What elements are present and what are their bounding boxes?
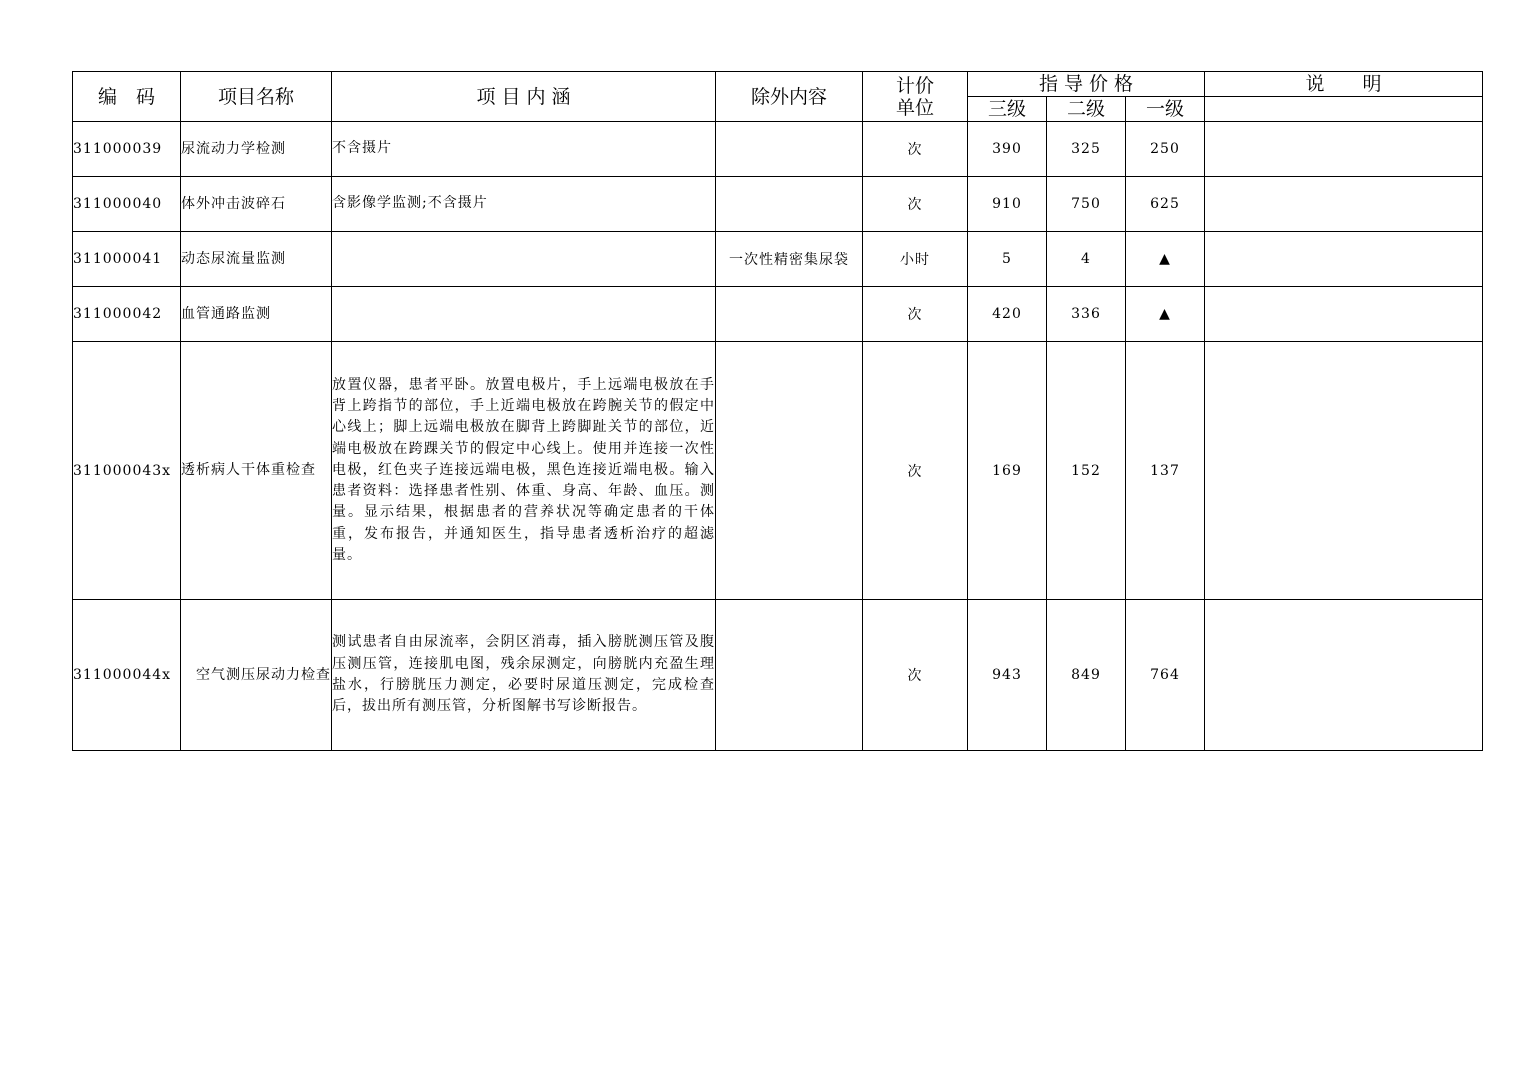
cell-content: 不含摄片 (332, 122, 716, 177)
cell-level1: 137 (1126, 342, 1205, 600)
cell-excluded (716, 177, 863, 232)
cell-level2: 152 (1047, 342, 1126, 600)
header-excluded: 除外内容 (716, 72, 863, 122)
header-guide-price: 指 导 价 格 (968, 72, 1205, 97)
cell-level2: 336 (1047, 287, 1126, 342)
cell-excluded (716, 342, 863, 600)
cell-code: 311000043x (73, 342, 181, 600)
table-row (73, 177, 1483, 232)
table-row (73, 122, 1483, 177)
table-row (73, 287, 1483, 342)
cell-level3: 390 (968, 122, 1047, 177)
header-note: 说 明 (1205, 72, 1483, 97)
cell-level1: ▲ (1126, 232, 1205, 287)
cell-unit: 次 (863, 122, 968, 177)
cell-level2: 4 (1047, 232, 1126, 287)
header-level1: 一级 (1126, 97, 1205, 122)
cell-unit: 次 (863, 287, 968, 342)
header-name: 项目名称 (181, 72, 332, 122)
cell-level3: 910 (968, 177, 1047, 232)
cell-level3: 169 (968, 342, 1047, 600)
cell-code: 311000044x (73, 600, 181, 751)
price-table (72, 71, 1483, 751)
cell-name: 空气测压尿动力检查 (181, 600, 332, 751)
cell-note (1205, 600, 1483, 751)
cell-code: 311000041 (73, 232, 181, 287)
cell-code: 311000039 (73, 122, 181, 177)
cell-level3: 5 (968, 232, 1047, 287)
cell-level2: 849 (1047, 600, 1126, 751)
cell-level2: 325 (1047, 122, 1126, 177)
cell-level2: 750 (1047, 177, 1126, 232)
table-row (73, 600, 1483, 751)
cell-content: 含影像学监测;不含摄片 (332, 177, 716, 232)
cell-content (332, 232, 716, 287)
cell-code: 311000042 (73, 287, 181, 342)
table-row (73, 232, 1483, 287)
cell-content: 测试患者自由尿流率，会阴区消毒，插入膀胱测压管及腹压测压管，连接肌电图，残余尿测定，向膀胱内充盈生理盐水，行膀胱压力测定，必要时尿道压测定，完成检查后，拔出所有测压管，分析图解书写诊断报告。 (332, 600, 716, 751)
header-code: 编 码 (73, 72, 181, 122)
cell-content: 放置仪器，患者平卧。放置电极片，手上远端电极放在手背上跨指节的部位，手上近端电极放在跨腕关节的假定中心线上；脚上远端电极放在脚背上跨脚趾关节的部位，近端电极放在跨踝关节的假定中心线上。使用并连接一次性电极，红色夹子连接远端电极，黑色连接近端电极。输入患者资料：选择患者性别、体重、身高、年龄、血压。测量。显示结果，根据患者的营养状况等确定患者的干体重，发布报告，并通知医生，指导患者透析治疗的超滤量。 (332, 342, 716, 600)
table-row (73, 342, 1483, 600)
cell-level1: 625 (1126, 177, 1205, 232)
cell-name: 尿流动力学检测 (181, 122, 332, 177)
cell-excluded (716, 600, 863, 751)
cell-name: 透析病人干体重检查 (181, 342, 332, 600)
cell-note (1205, 177, 1483, 232)
header-note-blank (1205, 97, 1483, 122)
cell-note (1205, 342, 1483, 600)
header-unit: 计价单位 (863, 72, 968, 122)
cell-unit: 次 (863, 177, 968, 232)
cell-code: 311000040 (73, 177, 181, 232)
header-row-top (73, 72, 1483, 97)
cell-excluded (716, 122, 863, 177)
cell-excluded: 一次性精密集尿袋 (716, 232, 863, 287)
cell-name: 动态尿流量监测 (181, 232, 332, 287)
cell-note (1205, 232, 1483, 287)
cell-name: 体外冲击波碎石 (181, 177, 332, 232)
cell-unit: 小时 (863, 232, 968, 287)
cell-content (332, 287, 716, 342)
cell-level3: 943 (968, 600, 1047, 751)
header-level3: 三级 (968, 97, 1047, 122)
cell-unit: 次 (863, 342, 968, 600)
cell-level1: 250 (1126, 122, 1205, 177)
cell-excluded (716, 287, 863, 342)
header-content: 项 目 内 涵 (332, 72, 716, 122)
cell-unit: 次 (863, 600, 968, 751)
price-sheet (72, 71, 1482, 751)
cell-level1: ▲ (1126, 287, 1205, 342)
cell-level3: 420 (968, 287, 1047, 342)
header-level2: 二级 (1047, 97, 1126, 122)
cell-note (1205, 287, 1483, 342)
cell-level1: 764 (1126, 600, 1205, 751)
cell-note (1205, 122, 1483, 177)
cell-name: 血管通路监测 (181, 287, 332, 342)
